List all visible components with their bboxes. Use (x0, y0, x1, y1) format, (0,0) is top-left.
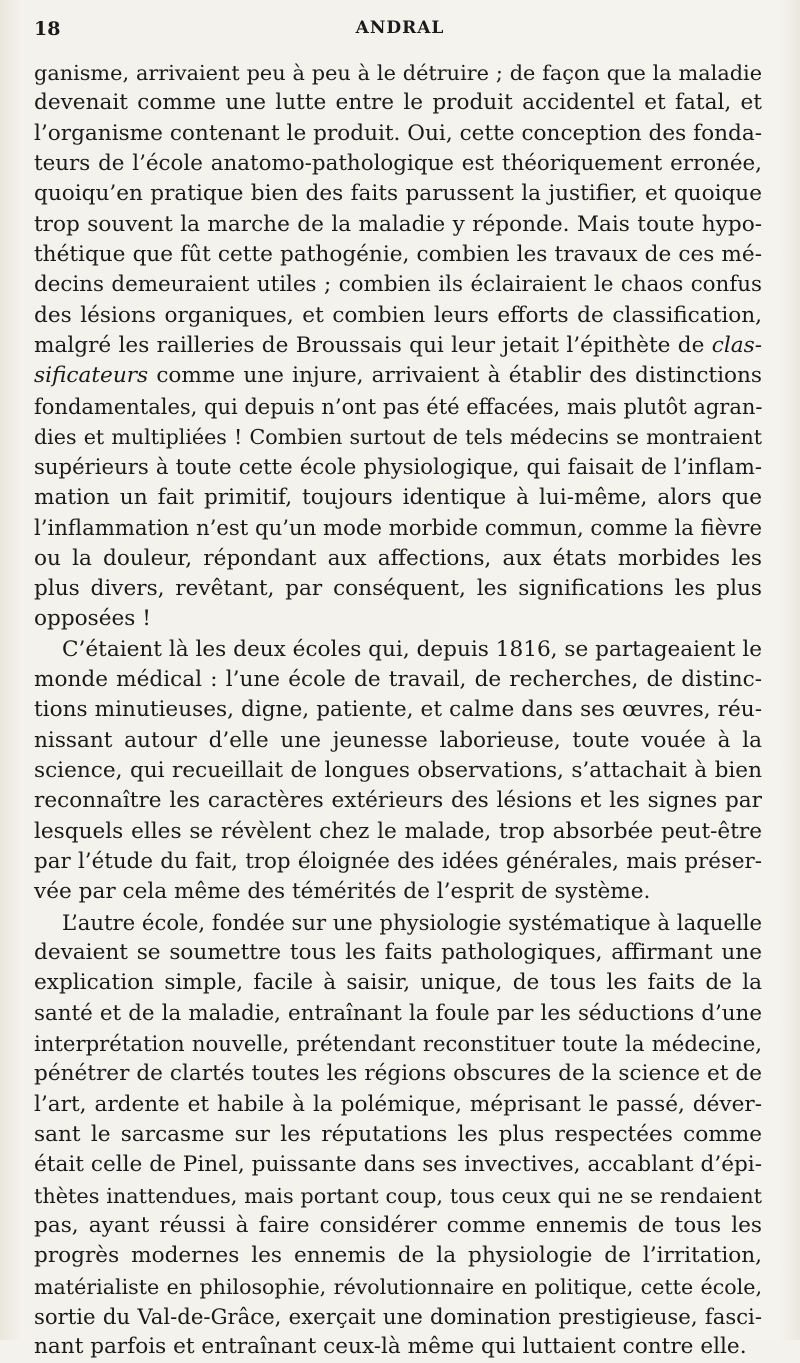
text-line: science, qui recueillait de longues observations, s’attachait à bien (34, 757, 762, 783)
text-line: fondamentales, qui depuis n’ont pas été effacées, mais plutôt agran- (34, 394, 763, 419)
text-line: sortie du Val-de-Grâce, exerçait une domination prestigieuse, fasci- (34, 1304, 762, 1330)
paragraph-1 (34, 58, 762, 635)
text-line: pénétrer de clartés toutes les régions obscures de la science et de (34, 1061, 762, 1087)
text-line: thètes inattendues, mais portant coup, tous ceux qui ne se rendaient (34, 1183, 762, 1208)
text-line: reconnaître les caractères extérieurs des lésions et les signes par (34, 788, 762, 814)
text-line: ganisme, arrivaient peu à peu à le détruire ; de façon que la maladie (34, 61, 762, 85)
text-line: l’art, ardente et habile à la polémique, méprisant le passé, déver- (34, 1091, 762, 1117)
text-line: sificateurs comme une injure, arrivaient à établir des distinctions (34, 363, 762, 389)
text-line: L’autre école, fondée sur une physiologie systématique à laquelle (62, 909, 763, 935)
text-line: explication simple, facile à saisir, unique, de tous les faits de la (34, 970, 762, 996)
text-line: progrès modernes les ennemis de la physiologie de l’irritation, (34, 1243, 762, 1269)
text-line: devenait comme une lutte entre le produit accidentel et fatal, et (34, 90, 762, 116)
text-line: l’inflammation n’est qu’un mode morbide commun, comme la fièvre (34, 515, 762, 541)
text-line: l’organisme contenant le produit. Oui, cette conception des fonda- (34, 120, 762, 146)
text-line: monde médical : l’une école de travail, de recherches, de distinc- (34, 666, 762, 692)
text-line: matérialiste en philosophie, révolutionnaire en politique, cette école, (34, 1274, 762, 1299)
text-line: lesquels elles se révèlent chez le malade, trop absorbée peut-être (34, 818, 762, 844)
page-header (34, 18, 766, 46)
text-line: interprétation nouvelle, prétendant reconstituer toute la médecine, (34, 1031, 762, 1056)
text-line: trop souvent la marche de la maladie y réponde. Mais toute hypo- (34, 211, 762, 237)
text-line: santé et de la maladie, entraînant la foule par les séductions d’une (34, 1000, 762, 1026)
paragraph-2 (34, 635, 762, 908)
text-line: nant parfois et entraînant ceux-là même qui luttaient contre elle. (34, 1334, 747, 1360)
running-head: ANDRAL (355, 18, 445, 38)
text-line: nissant autour d’elle une jeunesse laborieuse, toute vouée à la (34, 727, 762, 753)
text-line: thétique que fût cette pathogénie, combien les travaux de ces mé- (34, 242, 762, 268)
text-line: ou la douleur, répondant aux affections, aux états morbides les (34, 545, 762, 571)
text-line: plus divers, revêtant, par conséquent, les significations les plus (34, 575, 762, 601)
text-line: vée par cela même des témérités de l’esprit de système. (34, 879, 651, 905)
text-line: dies et multipliées ! Combien surtout de tels médecins se montraient (34, 425, 762, 450)
text-line: C’étaient là les deux écoles qui, depuis 1816, se partageaient le (62, 636, 763, 662)
text-line: decins demeuraient utiles ; combien ils éclairaient le chaos confus (34, 272, 762, 298)
text-line: opposées ! (34, 606, 151, 632)
text-line: sant le sarcasme sur les réputations les plus respectées comme (34, 1122, 762, 1148)
text-line: mation un fait primitif, toujours identique à lui-même, alors que (34, 484, 762, 510)
text-line: devaient se soumettre tous les faits pathologiques, affirmant une (34, 939, 762, 965)
text-line: des lésions organiques, et combien leurs efforts de classification, (34, 302, 762, 328)
paragraph-3 (34, 908, 762, 1363)
text-line: pas, ayant réussi à faire considérer comme ennemis de tous les (34, 1213, 762, 1239)
text-line: quoiqu’en pratique bien des faits parussent la justifier, et quoique (34, 181, 762, 207)
body-text (34, 58, 762, 1363)
page-number: 18 (34, 18, 61, 40)
text-line: malgré les railleries de Broussais qui leur jetait l’épithète de clas- (34, 333, 762, 359)
text-line: supérieurs à toute cette école physiologique, qui faisait de l’inflam- (34, 454, 762, 480)
text-line: teurs de l’école anatomo-pathologique est théoriquement erronée, (34, 151, 762, 177)
text-line: tions minutieuses, digne, patiente, et calme dans ses œuvres, réu- (34, 697, 762, 723)
text-line: par l’étude du fait, trop éloignée des idées générales, mais préser- (34, 848, 762, 874)
text-line: était celle de Pinel, puissante dans ses invectives, accablant d’épi- (34, 1152, 762, 1178)
